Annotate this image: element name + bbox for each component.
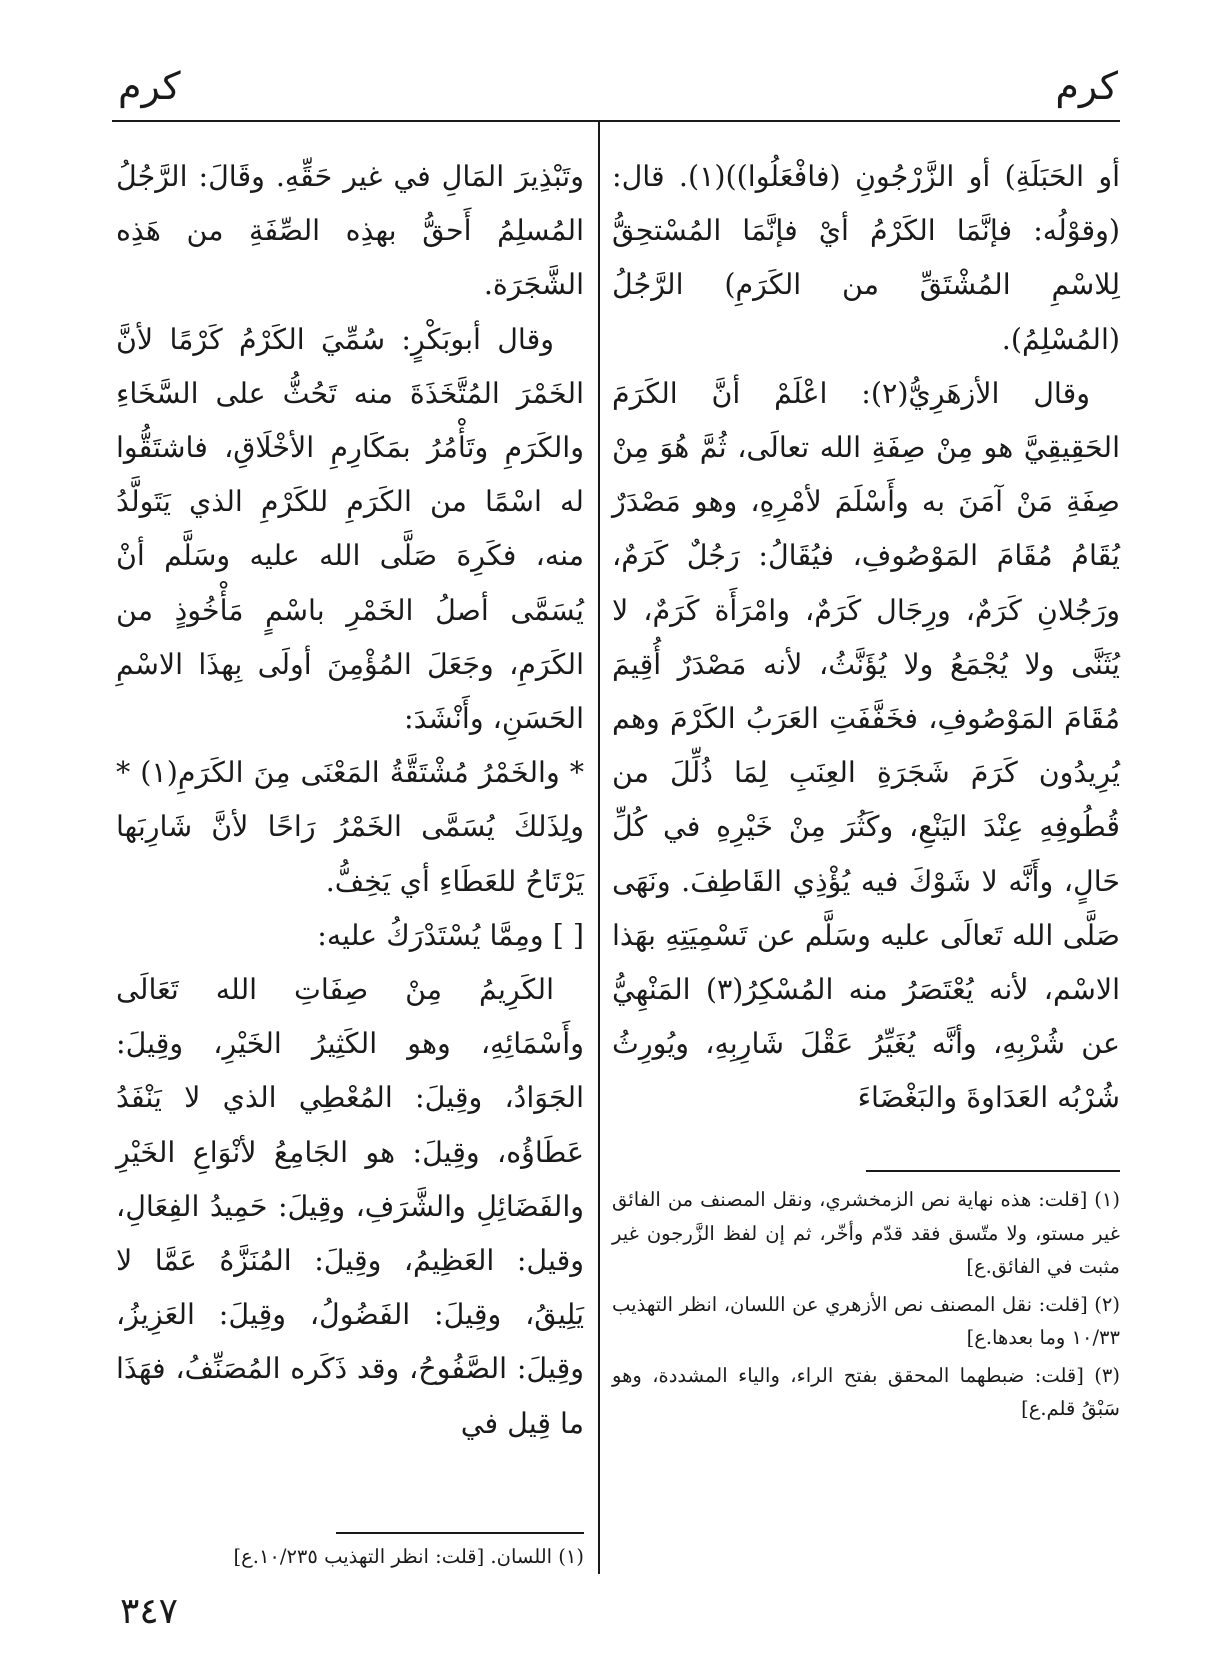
left-footnotes bbox=[116, 1540, 584, 1578]
right-paragraph-1: أو الحَبَلَةِ) أو الزَّرْجُونِ (فافْعَلُوا))(١). قال: (وقوْلُه: فإنَّمَا الكَرْمُ أيْ فإنَّمَا المُسْتحِقُّ لِلاسْمِ المُشْتَقِّ من الكَرَمِ) الرَّجُلُ (المُسْلِمُ). bbox=[612, 160, 1121, 356]
right-paragraph-2: وقال الأزهَرِيُّ(٢): اعْلَمْ أنَّ الكَرَمَ الحَقِيقِيَّ هو مِنْ صِفَةِ الله تعالَى، ثُمَّ هُوَ مِنْ صِفَةِ مَنْ آمَنَ به وأَسْلَمَ لأمْرِهِ، وهو مَصْدَرٌ يُقَامُ مُقَامَ المَوْصُوفِ، فيُقَالُ: رَجُلٌ كَرَمٌ، ورَجُلانِ كَرَمٌ، ورِجَال كَرَمٌ، وامْرَأَة كَرَمٌ، لا يُثَنَّى ولا يُجْمَعُ ولا يُؤَنَّثُ، لأنه مَصْدَرٌ أُقِيمَ مُقَامَ المَوْصُوفِ، فخَفَّفَتِ العَرَبُ الكَرْمَ وهم يُرِيدُون كَرَمَ شَجَرَةِ العِنَبِ لِمَا ذُلِّلَ من قُطُوفِهِ عِنْدَ اليَنْعِ، وكَثُرَ مِنْ خَيْرِهِ في كُلِّ حَالٍ، وأَنَّه لا شَوْكَ فيه يُؤْذِي القَاطِفَ. ونَهَى صَلَّى الله تَعالَى عليه وسَلَّم عن تَسْمِيَتِهِ بهَذا الاسْم، لأنه يُعْتَصَرُ منه المُسْكِرُ(٣) المَنْهِيُّ عن شُرْبِهِ، وأنَّه يُغَيِّرُ عَقْلَ شَارِبِهِ، ويُورِثُ شُرْبُه العَدَاوةَ والبَغْضَاءَ bbox=[612, 376, 1121, 1115]
right-footnote-2: (٢) [قلت: نقل المصنف نص الأزهري عن اللسان، انظر التهذيب ١٠/٣٣ وما بعدها.ع] bbox=[612, 1292, 1120, 1349]
left-addendum-heading: [ ] ومِمَّا يُسْتَدْرَكُ عليه: bbox=[317, 918, 584, 952]
right-footnote-1: (١) [قلت: هذه نهاية نص الزمخشري، ونقل المصنف من الفائق غير مستو، ولا متّسق فقد قدّم وأخّر، ثم إن لفظ الزَّرجون غير مثبت في الفائق.ع] bbox=[612, 1188, 1120, 1278]
left-footnote-rule bbox=[336, 1532, 584, 1534]
left-paragraph-2: وقال أبوبَكْرٍ: سُمِّيَ الكَرْمُ كَرْمًا لأنَّ الخَمْرَ المُتَّخَذَةَ منه تَحُثُّ على السَّخَاءِ والكَرَمِ وتَأْمُرُ بمَكَارِمِ الأخْلَاقِ، فاشتَقُّوا له اسْمًا من الكَرَمِ للكَرْمِ الذي يَتَولَّدُ منه، فكَرِهَ صَلَّى الله عليه وسَلَّم أنْ يُسَمَّى أصلُ الخَمْرِ باسْمٍ مَأْخُوذٍ من الكَرَمِ، وجَعَلَ المُؤْمِنَ أولَى بِهذَا الاسْمِ الحَسَنِ، وأَنْشَدَ: bbox=[116, 322, 584, 736]
page-number: ٣٤٧ bbox=[120, 1591, 179, 1632]
left-verse: * والخَمْرُ مُشْتَقَّةُ المَعْنَى مِنَ الكَرَمِ(١) * ولِذَلكَ يُسَمَّى الخَمْرُ رَاحًا لأنَّ شَارِبَها يَرْتَاحُ للعَطَاءِ أي يَخِفُّ. bbox=[116, 756, 584, 898]
left-paragraph-1: وتَبْذِيرَ المَالِ في غير حَقِّهِ. وقَالَ: الرَّجُلُ المُسلِمُ أَحقُّ بهذِه الصِّفَةِ من هَذِه الشَّجَرَة. bbox=[116, 160, 584, 302]
left-paragraph-5: الكَرِيمُ مِنْ صِفَاتِ الله تَعَالَى وأَسْمَائِهِ، وهو الكَثِيرُ الخَيْرِ، وقِيلَ: الجَوَادُ، وقِيلَ: المُعْطِي الذي لا يَنْفَدُ عَطَاؤُه، وقِيلَ: هو الجَامِعُ لأنْوَاعِ الخَيْرِ والفَضَائِلِ والشَّرَفِ، وقِيلَ: حَمِيدُ الفِعَالِ، وقيل: العَظِيمُ، وقِيلَ: المُنَزَّهُ عَمَّا لا يَلِيقُ، وقِيلَ: الفَضُولُ، وقِيلَ: العَزِيزُ، وقِيلَ: الصَّفُوحُ، وقد ذَكَره المُصَنِّفُ، فهَذَا ما قِيل في bbox=[116, 973, 584, 1440]
right-footnote-3: (٣) [قلت: ضبطهما المحقق بفتح الراء، والياء المشددة، وهو سَبْقُ قلم.ع] bbox=[612, 1363, 1120, 1420]
right-footnote-rule bbox=[866, 1170, 1120, 1172]
running-header-left: كرم bbox=[118, 64, 181, 108]
running-header-right: كرم bbox=[1055, 64, 1118, 108]
header-rule bbox=[112, 120, 1120, 122]
right-column bbox=[612, 150, 1120, 1126]
left-column bbox=[116, 150, 584, 1451]
right-footnotes bbox=[612, 1183, 1120, 1430]
left-footnote-1: (١) اللسان. [قلت: انظر التهذيب ١٠/٢٣٥.ع] bbox=[233, 1545, 584, 1568]
column-divider bbox=[598, 122, 600, 1574]
